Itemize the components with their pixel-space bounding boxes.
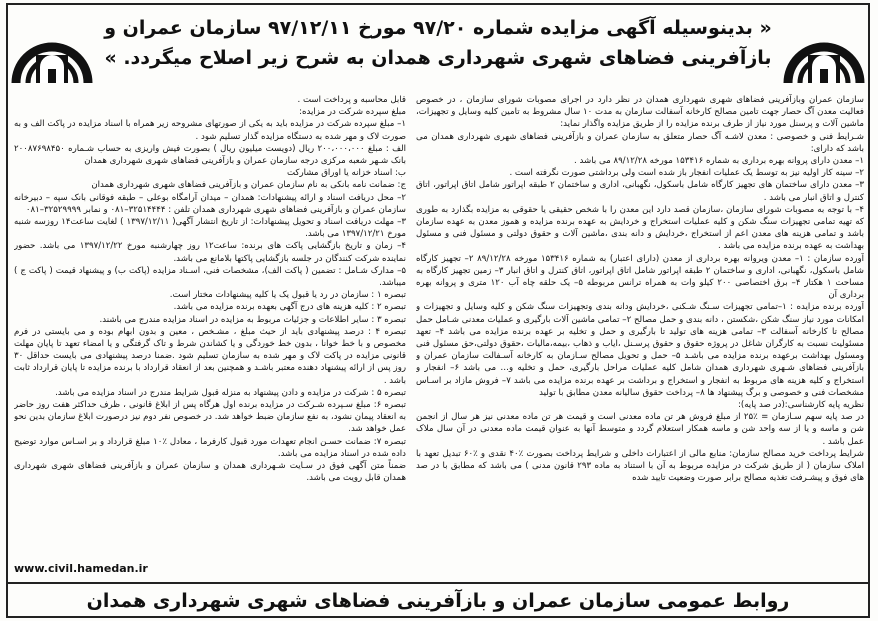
- ad-column-left: [14, 94, 406, 564]
- paragraph: ۳– معدن دارای ساختمان های تجهیز کارگاه شامل باسکول، نگهبانی، اداری و ساختمان ۲ طبقه اپراتور شامل اتاق اپراتور، اتاق کنترل و اتاق انبار می باشد .: [416, 180, 864, 203]
- paragraph: ۱– معدن دارای پروانه بهره برداری به شماره ۱۵۳۴۱۶ مورخه ۸۹/۱۲/۲۸ می باشد .: [574, 156, 864, 167]
- paragraph: ب: اسناد خزانه یا اوراق مشارکت: [286, 168, 406, 179]
- paragraph: قابل محاسبه و پرداخت است .: [297, 95, 406, 105]
- municipality-logo-icon: [10, 11, 94, 91]
- paragraph: تبصره ۱ : سازمان در رد یا قبول یک یا کلیه پیشنهادات مختار است.: [169, 290, 406, 301]
- website-link[interactable]: www.civil.hamedan.ir: [14, 562, 148, 575]
- paragraph: ۲– سینه کار اولیه نیز به توسط یک عملیات انفجار باز شده است ولی برداشتی صورت نگرفته است .: [509, 168, 864, 179]
- paragraph: الف : مبلغ ۲۰۰،۰۰۰،۰۰۰ ریال (دویست میلیون ریال ) بصورت فیش واریزی به حساب شـماره ۲۰۰۸۷۶۹۸۴۵۰ بانک شـهر شعبه مرکزی درجه سازمان عمران و بازآفرینی فضاهای شهری شهرداری همدان: [14, 143, 406, 167]
- paragraph: شرایط پرداخت خرید مصالح سازمان: منابع مالی از اعتبارات داخلی و شرایط پرداخت بصورت ٪۴۰ نقدی و ٪۶۰ تبدیل تعهد با املاک سازمان ( از طریق شرکت در مزایده مربوط به آن با استناد به ماده ۲۹۳ قانون مدنی ) می باشد که مطابق با در صد های فوق و پیشـرفت تغذیه مصالح برابر صورت وضعیت تایید شده: [416, 448, 864, 484]
- paragraph: تبصره ۶: مبلغ سـپرده شـرکت در مزایده برنده اول هرگاه پس از ابلاغ قانونی ، ظرف حداکثر هفت روز حاضر به انعقاد پیمان نشود، به نفع سازمان ضبط خواهد شد. در خصوص نفر دوم نیز درصورت ابلاغ سازمان بدین نحو عمل خواهد شد.: [14, 400, 406, 435]
- paragraph: ۴– با توجه به مصوبات شورای سازمان ،سازمان قصد دارد این معدن را با شخص حقیقی یا حقوقی به مزایده بگذارد به طوری که تهیه تمامی تجهیزات سنگ شکن و کلیه عملیات استخراج و خردایش به عهده برنده مزایده و هموز معدن به عهده سازمان باشد و تمامی هزینه های معدن اعم از استخراج ،خردایش و دانه بندی ،ماشین آلات و حقوق دولتی و مسئول فنی و مسئول بهداشت به عهده برنده مزایده می باشد .: [416, 204, 864, 252]
- paragraph: تبصره ۲ : کلیه هزینه های درج آگهی بعهده برنده مزایده می باشد.: [173, 302, 406, 313]
- paragraph: ج: ضمانت نامه بانکی به نام سازمان عمران و بازآفرینی فضاهای شهری شهرداری همدان: [91, 180, 406, 191]
- paragraph: ۴– زمان و تاریخ بازگشایی پاکت های برنده: ساعت۱۲ روز چهارشنبه مورخ ۱۳۹۷/۱۲/۲۲ می باشد. حضور نماینده شرکت کنندگان در جلسه بازگشایی پاکتها بلامانع می باشد.: [14, 241, 406, 264]
- paragraph: آورده سازمان : ۱– معدن ویروانه بهره برداری از معدن (دارای اعتبار) به شماره ۱۵۳۴۱۶ مورخه ۸۹/۱۲/۲۸ ۲– تجهیز کارگاه شامل باسکول، نگهبانی، اداری و ساختمان ۲ طبقه اپراتور شامل اتاق اپراتور، اتاق کنترل و اتاق انبار ۳– زمین تجهیز کارگاه به مساحت ۱ هکتار ۴– برق اختصاصی ۲۰۰ کیلو وات به همراه ترانس مربوطه ۵– یک حلقه چاه آب ۱۲۰ متری و پروانه بهره برداری آن: [416, 253, 864, 301]
- paragraph: آورده برنده مزایده : ۱–تمامی تجهیزات سـنگ شـکنی ،خردایش ودانه بندی وتجهیزات سنگ شکن و کلیه وسایل و تجهیزات و امکانات مورد نیاز سنگ شکن ،شکستن ، دانه بندی و حمل مصالح ۲– تمامی ماشین آلات بارگیری و عملیات معدنی شـامل حمل مصالح تا کارخانه آسفالت ۳– تمامی هزینه های تولید تا بارگیری و حمل و تخلیه بر عهده برنده مزایده می باشد ۴– تعهد مسئولیت نسبت به کارگران شاغل در پروژه حقوق و حقوق پرسـنل ،ایاب و ذهاب ،بیمه،مالیات ،حقوق دولتی،حق مسئول فنی ومسئول بهداشت برعهده برنده مزایده می باشـد ۵– حمل و تحویل مصالح سـازمان به کارخانه آسـفالت سازمان عمران و بازآفرینی فضاهای شـهری شهرداری همدان شامل کلیه عملیات مراحل بارگیری، حمل و تخلیه و… می باشد ۶– انفجار و استخراج و کلیه هزینه های مربوط به انفجار و استخراج و برداشت بر عهده برنده مزایده می باشد ۷– فروش مازاد بر اسـاس مشخصات فنی و خصوصی و برگ پیشنهاد ها ۸– پرداخت حقوق سالیانه معدن مطابق با تولید: [416, 302, 864, 398]
- ad-footer: روابط عمومی سازمان عمران و بازآفرینی فضاهای شهری شهرداری همدان: [8, 582, 868, 618]
- paragraph: تبصره ۷: ضمانت حسـن انجام تعهدات مورد قبول کارفرما ، معادل ٪۱۰ مبلغ قرارداد و بر اسـاس موارد توضیح داده شده در اسناد مزایده می باشد.: [14, 436, 406, 459]
- ad-body: [14, 94, 864, 564]
- ad-column-right: [416, 94, 864, 564]
- paragraph: سازمان عمران وبازآفرینی فضاهای شهری شهرداری همدان در نظر دارد در اجرای مصوبات شورای سازمان ، در خصوص فعالیت معدن آگ حصار جهت تامین مصالح کارخانه آسفالت سازمان به مدت ۱۰ سال مشروط به تامین کلیه وسایل و تجهیزات، ماشین آلات و پرسنل مورد نیاز از طرف برنده مزایده را از طریق مزایده واگذار نماید:: [416, 95, 864, 130]
- paragraph: ۳– مهلت دریافت اسناد و تحویل پیشنهادات: از تاریخ انتشار آگهی( ۱۳۹۷/۱۲/۱۱ ) لغایت ساعت۱۴ روزسه شنبه مورخ ۱۳۹۷/۱۲/۲۱ می باشد.: [14, 217, 406, 240]
- ad-header: [8, 5, 868, 93]
- paragraph: ۵– مدارک شـامل : تضمین ( پاکت الف)، مشخصات فنی، اسـناد مزایده (پاکت ب) و پیشنهاد قیمت ( پاکت ج ) میباشد.: [14, 265, 406, 289]
- paragraph: شـرایط فنی و خصوصی : معدن لاشـه آگ حصار متعلق به سازمان عمران و بازآفرینی فضاهای شهری شهرداری همدان می باشد که دارای:: [416, 131, 864, 154]
- municipality-logo-icon: [782, 11, 866, 91]
- ad-title: « بدینوسیله آگهی مزایده شماره ۹۷/۲۰ مورخ ۹۷/۱۲/۱۱ سازمان عمران و بازآفرینی فضاهای شهری شهرداری همدان به شرح زیر اصلاح میگردد. »: [104, 17, 772, 69]
- paragraph: تبصره ۳ : سایر اطلاعات و جزئیات مربوط به مزایده در اسناد مزایده مندرج می باشند.: [99, 314, 406, 325]
- paragraph: ضمناً متن آگهی فوق در سـایت شـهرداری همدان و سازمان عمران و بازآفرینی فضاهای شهری شهرداری همدان قابل رویت می باشد.: [14, 461, 406, 484]
- paragraph: ۱– مبلغ سپرده شرکت در مزایده باید به یکی از صورتهای مشروحه زیر همراه با اسناد مزایده در پاکت الف و به صورت لاک و مهر شده به دستگاه مزایده گذار تسلیم شود .: [14, 119, 406, 142]
- paragraph: مبلغ سپرده شرکت در مزایده:: [299, 107, 406, 118]
- paragraph: در صد پایه سهم سـازمان = ٪۲۵ از مبلغ فروش هر تن ماده معدنی است و قیمت هر تن ماده معدنی نیز هر سال از انجمن شن و ماسه و یا از سه واحد شن و ماسه همکار استعلام گردد و متوسط آنها به عنوان قیمت ماده معدنی در آن سال ملاک عمل باشد .: [416, 412, 864, 447]
- paragraph: تبصره ۵ : شرکت در مزایده و دادن پیشنهاد به منزله قبول شرایط مندرج در اسناد مزایده می باشد.: [55, 387, 406, 398]
- paragraph: ۲– محل دریافت اسناد و ارائه پیشنهادات: همدان – میدان آرامگاه بوعلی – طبقه فوقانی بانک سپه – دبیرخانه سازمان عمران و بازآفرینی فضاهای شهری شهرداری همدان تلفن : ۳۲۵۱۴۴۴۴–۰۸۱ و نمابر ۳۲۵۲۹۹۹۹–۰۸۱: [14, 192, 406, 215]
- paragraph: تبصره ۴ : درصد پیشنهادی باید از حیث مبلغ ، مشـخص ، معین و بدون ابهام بوده و می بایستی در فرم مخصوص و با خط خوانا ، بدون خط خوردگی و یا کشاندن شرط و تاک گرفتگی و یا امضاء تعهد تا پایان مهلت قانونی مزایده در پاکت لاک و مهر شده به سازمان تسلیم شود .ضمنا درصد پیشنهادی می بایست حداقل ۳۰ روز پس از ارائه پیشنهاد دهنده معتبر باشـد و همچنین بعد از انعقاد قرارداد با برنده مزایده تا پایان قرارداد ثابت باشد .: [14, 326, 406, 386]
- paragraph: نظریه پایه کارشناسی:(در صد پایه):: [737, 400, 864, 411]
